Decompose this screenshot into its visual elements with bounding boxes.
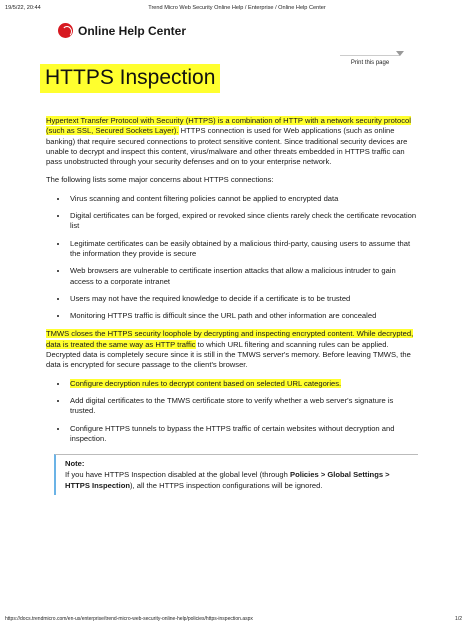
dropdown-marker-icon — [396, 51, 404, 56]
print-header-title: Trend Micro Web Security Online Help / Enterprise / Online Help Center — [148, 5, 326, 11]
list-item: • Digital certificates can be forged, expired or revoked since clients rarely check the certificate revocation list — [68, 211, 420, 232]
brand-link[interactable] — [58, 23, 186, 38]
brand-text: Online Help Center — [78, 23, 187, 38]
intro-paragraph — [46, 116, 420, 167]
note-box — [54, 454, 418, 495]
list-item: • Monitoring HTTPS traffic is difficult since the URL path and other information are concealed — [68, 311, 420, 321]
tmws-text: to which URL filtering and scanning rules can be applied. Decrypted data is completely secure since it is still in the TMWS server's memory. Before leaving TMWS, the data is encrypted for secure passage to the client's browser. — [46, 339, 411, 370]
actions-list — [46, 379, 420, 444]
footer-url: https://docs.trendmicro.com/en-us/enterprise/trend-micro-web-security-online-help/policies/https-inspection.aspx — [5, 616, 253, 622]
article-body — [46, 116, 420, 495]
note-path: Policies > Global Settings > HTTPS Inspection — [65, 470, 390, 490]
list-item: • Web browsers are vulnerable to certificate insertion attacks that allow a malicious intruder to gain access to a corporate intranet — [68, 266, 420, 287]
action-item[interactable] — [68, 424, 420, 445]
note-label: Note: — [65, 459, 85, 469]
tmws-paragraph — [46, 329, 420, 370]
page-title: HTTPS Inspection — [40, 64, 220, 93]
concerns-intro: The following lists some major concerns about HTTPS connections: — [46, 175, 274, 185]
note-text — [65, 470, 410, 491]
trend-micro-logo-icon — [58, 23, 73, 38]
concerns-list — [46, 194, 420, 322]
action-link-label[interactable]: Configure HTTPS tunnels to bypass the HTTPS traffic of certain websites without decryption and inspection. — [70, 423, 395, 443]
list-item: • Virus scanning and content filtering policies cannot be applied to encrypted data — [68, 194, 420, 204]
print-date: 19/5/22, 20:44 — [5, 5, 41, 11]
note-text-after: ), all the HTTPS inspection configurations will be ignored. — [129, 480, 323, 490]
action-link-label[interactable]: Configure decryption rules to decrypt content based on selected URL categories. — [70, 378, 342, 388]
intro-highlight: Hypertext Transfer Protocol with Security (HTTPS) is a combination of HTTP with a network security protocol (such as SSL, Secured Sockets Layer). — [46, 116, 411, 136]
intro-text: HTTPS connection is used for Web applications (such as online banking) that require secured connections to protect sensitive content. Since traditional security devices are unable to decrypt and inspect this content, virus/malware and other threats embedded in HTTPS traffic can pass unobstructed through your security defenses and on to your enterprise network. — [46, 126, 408, 167]
tmws-highlight: TMWS closes the HTTPS security loophole by decrypting and inspecting encrypted content. While decrypted, data is treated the same way as HTTP traffic — [46, 329, 414, 349]
footer-page-number: 1/2 — [455, 616, 462, 622]
note-text-before: If you have HTTPS Inspection disabled at the global level (through — [65, 470, 290, 480]
print-page-button[interactable] — [340, 55, 400, 70]
list-item: • Users may not have the required knowledge to decide if a certificate is to be trusted — [68, 294, 420, 304]
action-link-label[interactable]: Add digital certificates to the TMWS certificate store to verify whether a web server's signature is trusted. — [70, 395, 394, 416]
print-page-label: Print this page — [350, 60, 390, 66]
action-item[interactable] — [68, 396, 420, 417]
list-item: • Legitimate certificates can be easily obtained by a malicious third-party, causing users to assume that the information they provide is secure — [68, 239, 420, 260]
action-item[interactable] — [68, 379, 420, 389]
